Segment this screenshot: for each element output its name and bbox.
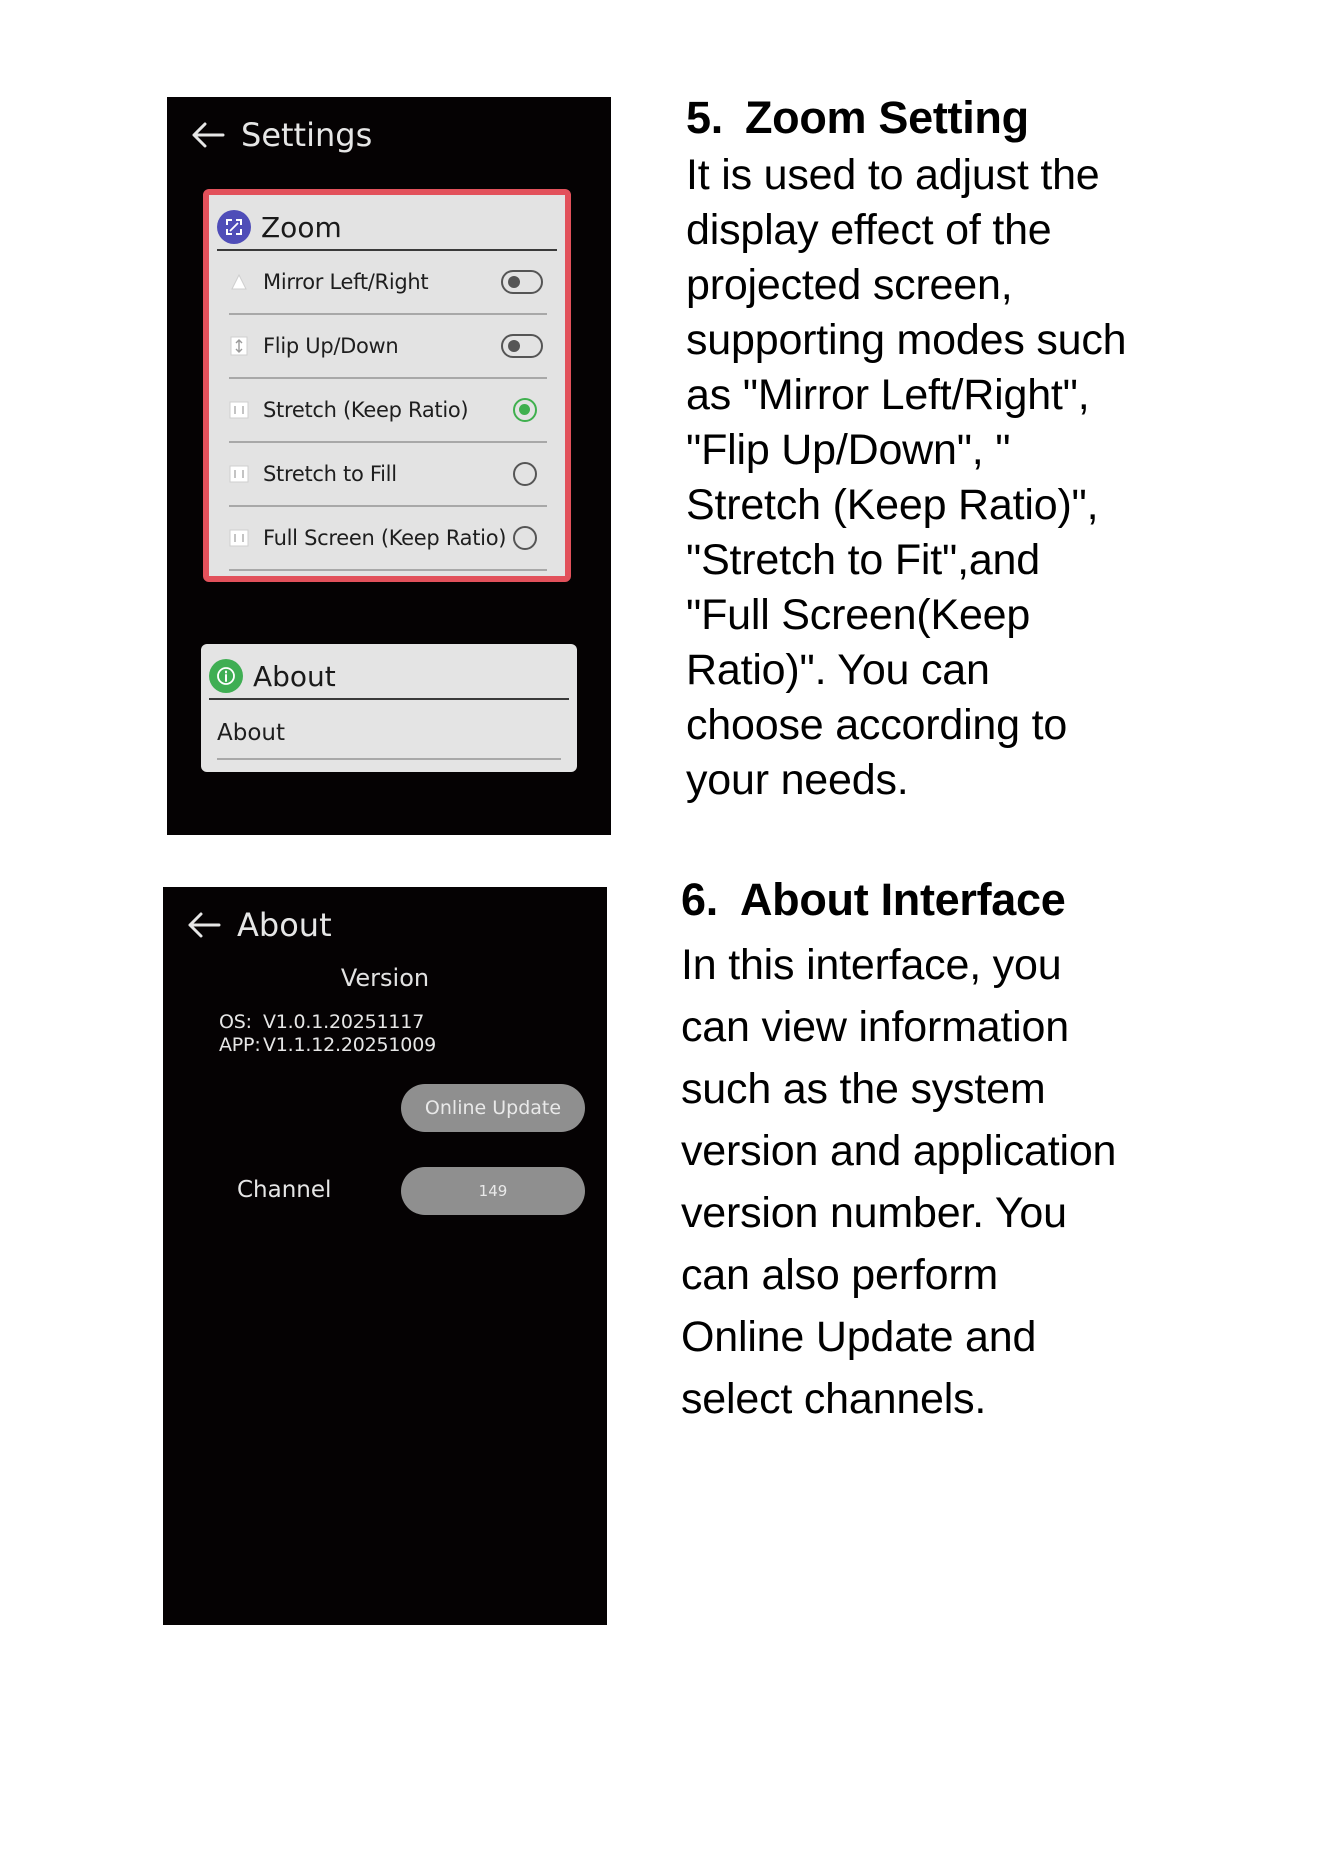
stretch-keep-ratio-row[interactable] (229, 379, 547, 443)
section5-body (686, 148, 1306, 808)
section6-line: can also perform (681, 1251, 999, 1299)
flip-up-down-toggle[interactable] (501, 334, 543, 358)
section6-title: About Interface (739, 874, 1066, 925)
online-update-button[interactable]: Online Update (401, 1084, 585, 1132)
about-row[interactable] (217, 708, 561, 760)
section6-line: such as the system (681, 1065, 1046, 1113)
mirror-icon (229, 272, 249, 292)
zoom-icon (217, 210, 251, 244)
about-row-label: About (217, 720, 286, 746)
section5-line: It is used to adjust the (686, 151, 1100, 199)
about-card-header (209, 654, 569, 700)
mirror-left-right-row[interactable] (229, 251, 547, 315)
app-version-value: V1.1.12.20251009 (263, 1034, 436, 1056)
section5-line: "Flip Up/Down", " (686, 426, 1011, 474)
section5-line: Stretch (Keep Ratio)", (686, 481, 1099, 529)
flip-icon (229, 336, 249, 356)
zoom-card (203, 189, 571, 582)
section6-number: 6. (681, 874, 718, 925)
app-version-line (219, 1034, 436, 1056)
section5-heading (686, 92, 1029, 144)
full-screen-keep-ratio-row[interactable] (229, 507, 547, 571)
mirror-left-right-toggle[interactable] (501, 270, 543, 294)
section5-title: Zoom Setting (744, 92, 1029, 143)
stretch-keep-ratio-icon (229, 400, 249, 420)
channel-select[interactable]: 149 (401, 1167, 585, 1215)
stretch-to-fill-row[interactable] (229, 443, 547, 507)
back-arrow-icon[interactable] (191, 121, 225, 149)
app-key: APP: (219, 1034, 261, 1056)
os-version-value: V1.0.1.20251117 (263, 1011, 425, 1033)
stretch-keep-ratio-radio[interactable] (513, 398, 537, 422)
section6-line: version number. You (681, 1189, 1067, 1237)
stretch-to-fill-radio[interactable] (513, 462, 537, 486)
section5-line: choose according to (686, 701, 1068, 749)
version-title: Version (340, 964, 430, 992)
about-title: About (237, 906, 332, 944)
full-screen-icon (229, 528, 249, 548)
stretch-to-fill-icon (229, 464, 249, 484)
section5-line: display effect of the (686, 206, 1052, 254)
section6-body (681, 934, 1301, 1430)
stretch-keep-ratio-label: Stretch (Keep Ratio) (263, 398, 469, 422)
about-topbar (187, 905, 332, 945)
section5-line: as "Mirror Left/Right", (686, 371, 1090, 419)
section5-line: your needs. (686, 756, 909, 804)
about-screen (163, 887, 607, 1625)
about-card (201, 644, 577, 772)
settings-screen (167, 97, 611, 835)
zoom-card-header (217, 205, 557, 251)
section6-line: In this interface, you (681, 941, 1062, 989)
info-icon (209, 659, 243, 693)
section5-number: 5. (686, 92, 723, 143)
section5-line: "Full Screen(Keep (686, 591, 1031, 639)
channel-label: Channel (237, 1177, 332, 1203)
section5-line: Ratio)". You can (686, 646, 990, 694)
mirror-left-right-label: Mirror Left/Right (263, 270, 429, 294)
stretch-to-fill-label: Stretch to Fill (263, 462, 397, 486)
section6-line: select channels. (681, 1375, 987, 1423)
full-screen-keep-ratio-radio[interactable] (513, 526, 537, 550)
zoom-card-title: Zoom (261, 210, 342, 244)
back-arrow-icon[interactable] (187, 911, 221, 939)
section6-line: Online Update and (681, 1313, 1037, 1361)
section5-line: supporting modes such (686, 316, 1127, 364)
flip-up-down-label: Flip Up/Down (263, 334, 399, 358)
os-key: OS: (219, 1011, 252, 1033)
about-card-title: About (253, 659, 336, 693)
section6-line: version and application (681, 1127, 1117, 1175)
section6-heading (681, 874, 1065, 926)
full-screen-keep-ratio-label: Full Screen (Keep Ratio) (263, 526, 507, 550)
section6-line: can view information (681, 1003, 1069, 1051)
os-version-line (219, 1011, 424, 1033)
flip-up-down-row[interactable] (229, 315, 547, 379)
settings-title: Settings (241, 116, 373, 154)
section5-line: projected screen, (686, 261, 1013, 309)
section5-line: "Stretch to Fit",and (686, 536, 1040, 584)
settings-topbar (191, 115, 372, 155)
